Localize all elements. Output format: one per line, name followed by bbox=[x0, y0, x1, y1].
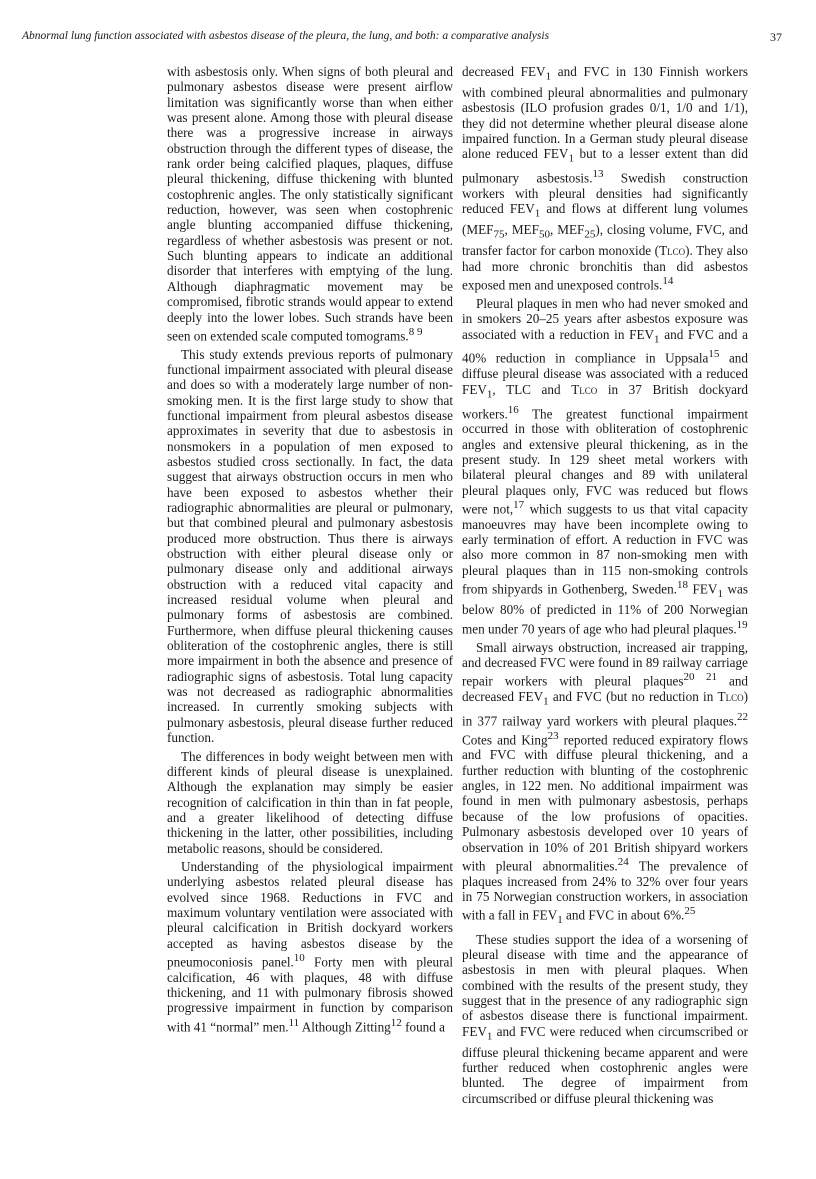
running-header bbox=[22, 30, 802, 50]
right-column bbox=[462, 64, 748, 1109]
paragraph: Pleural plaques in men who had never smoked and in smokers 20–25 years after asbestos exposure was associated with a reduction in $FEV_1$ and FVC and a 40% reduction in compliance in Uppsala$^{15}$ and diffuse pleural disease was associated with a reduced $FEV_1$, TLC and Tlco in 37 British dockyard workers.$^{16}$ The greatest functional impairment occurred in those with obliteration of costophrenic angles and extensive pleural thickening, as in the present study. In 129 sheet metal workers with bilateral pleural changes and 89 with unilateral pleural plaques only, FVC was reduced but flows were not,$^{17}$ which suggests to us that vital capacity manoeuvres may have been incomplete owing to early termination of effort. A reduction in FVC was also more common in 87 non-smoking men with pleural plaques than in 115 non-smoking controls from shipyards in Gothenberg, Sweden.$^{18}$ $FEV_1$ was below 80% of predicted in 11% of 200 Norwegian men under 70 years of age who had pleural plaques.$^{19}$ bbox=[462, 295, 748, 637]
reference-marker[interactable]: 22 bbox=[737, 710, 748, 723]
paragraph: The differences in body weight between men with different kinds of pleural disease is unexplained. Although the explanation may simply be easier recognition of calcification in thin than in fat people, and a greater likelihood of detecting diffuse thickening in the latter, other possibilities, including metabolic reasons, should be considered. bbox=[167, 748, 453, 856]
reference-marker[interactable]: 15 bbox=[708, 348, 720, 361]
reference-marker[interactable]: 11 bbox=[288, 1016, 300, 1029]
reference-marker[interactable]: 19 bbox=[736, 618, 748, 631]
reference-marker[interactable]: 20 21 bbox=[683, 671, 717, 684]
reference-marker[interactable]: 17 bbox=[513, 499, 525, 511]
reference-marker[interactable]: 25 bbox=[684, 905, 696, 918]
reference-marker[interactable]: 18 bbox=[676, 579, 688, 592]
reference-marker[interactable]: 8 9 bbox=[408, 325, 423, 338]
reference-marker[interactable]: 16 bbox=[507, 403, 519, 416]
running-title: Abnormal lung function associated with asbestos disease of the pleura, the lung, and both: a comparative analysis bbox=[22, 30, 550, 42]
reference-marker[interactable]: 13 bbox=[592, 168, 604, 181]
page-number: 37 bbox=[770, 30, 782, 44]
paragraph: Small airways obstruction, increased air trapping, and decreased FVC were found in 89 railway carriage repair workers with pleural plaques$^{20 21}$ and decreased $FEV_1$ and FVC (but no reduction in Tlco) in 377 railway yard workers with pleural plaques.$^{22}$ Cotes and King$^{23}$ reported reduced expiratory flows and FVC with diffuse pleural thickening, and a further reduction with blunting of the costophrenic angles, in 122 men. No additional impairment was found in men with pulmonary asbestosis, perhaps because of the low profusions of opacities. Pulmonary asbestosis developed over 10 years of observation in 10% of 201 British shipyard workers with pleural abnormalities.$^{24}$ The prevalence of plaques increased from 24% to 32% over four years in 75 Norwegian construction workers, in association with a fall in $FEV_1$ and FVC in about 6%.$^{25}$ bbox=[462, 639, 749, 927]
paragraph: Understanding of the physiological impairment underlying asbestos related pleural disease has evolved since 1968. Reductions in FVC and maximum voluntary ventilation were associated with pleural calcification in British dockyard workers accepted as having asbestos disease by the pneumoconiosis panel.$^{10}$ Forty men with pleural calcification, 46 with plaques, 48 with diffuse thickening, and 11 with pulmonary fibrosis showed progressive impairment in function by comparison with 41 “normal” men.$^{11}$ Although Zitting$^{12}$ found a bbox=[167, 858, 453, 1035]
reference-marker[interactable]: 12 bbox=[390, 1016, 402, 1029]
paragraph: with asbestosis only. When signs of both pleural and pulmonary asbestos disease were present airflow limitation was significantly worse than when either was present alone. Among those with pleural disease there was a progressive increase in airways obstruction through the different types of disease, the rank order being calcified plaques, plaques, diffuse pleural thickening, diffuse thickening with blunted costophrenic angles. The only statistically significant reduction, however, was seen when costophrenic angle blunting accompanied diffuse thickening, regardless of whether asbestosis was present or not. Such blunting appears to indicate an additional disorder that interferes with emptying of the lung. Although diaphragmatic movement may be compromised, fibrotic strands would appear to extend deeply into the lower lobes. Such strands have been seen on extended scale computed tomograms.$^{8 9}$ bbox=[167, 64, 453, 344]
reference-marker[interactable]: 14 bbox=[662, 275, 674, 288]
reference-marker[interactable]: 23 bbox=[547, 729, 559, 742]
paragraph: This study extends previous reports of pulmonary functional impairment associated with pleural disease and does so with a moderately large number of non-smoking men. It is the first large study to show that functional impairment from pleural asbestos disease approximates in severity that due to asbestosis in nonsmokers in a population of men exposed to asbestos studied cross sectionally. In fact, the data suggest that airways obstruction occurs in men who have been exposed to asbestos whether their radiographic abnormalities are pleural or pulmonary, but that combined pleural and pulmonary asbestosis produced more obstruction. Thus there is airways obstruction with either pleural disease only or pulmonary disease only and additional airways obstruction with a reduced vital capacity and increased residual volume when pleural and pulmonary forms of asbestosis are combined. Furthermore, when diffuse pleural thickening causes obliteration of the costophrenic angles, there is still more impairment in both the absence and presence of radiographic signs of asbestosis. Total lung capacity was not decreased as radiographic abnormalities increased. In currently smoking subjects with pulmonary asbestosis, pleural disease further reduced function. bbox=[167, 346, 453, 746]
left-column bbox=[167, 64, 453, 1037]
reference-marker[interactable]: 24 bbox=[617, 855, 629, 868]
reference-marker[interactable]: 10 bbox=[293, 951, 305, 964]
paragraph: These studies support the idea of a worsening of pleural disease with time and the appearance of asbestosis in men with pleural plaques. When combined with the results of the present study, they suggest that in the presence of any radiographic sign of asbestos disease there is functional impairment. $FEV_1$ and FVC were reduced when circumscribed or diffuse pleural thickening became apparent and were further reduced when costophrenic angles were blunted. The degree of impairment from circumscribed or diffuse pleural thickening was bbox=[462, 931, 748, 1106]
paragraph: decreased $FEV_1$ and FVC in 130 Finnish workers with combined pleural abnormalities and pulmonary asbestosis (ILO profusion grades 0/1, 1/0 and 1/1), they did not determine whether pleural disease alone impaired function. In a German study pleural disease alone reduced $FEV_1$ but to a lesser extent than did pulmonary asbestosis.$^{13}$ Swedish construction workers with pleural densities had significantly reduced $FEV_1$ and flows at different lung volumes ($MEF_{75}$, $MEF_{50}$, $MEF_{25}$), closing volume, FVC, and transfer factor for carbon monoxide (Tlco). They also had more chronic bronchitis than did asbestos exposed men and unexposed controls.$^{14}$ bbox=[462, 64, 748, 293]
